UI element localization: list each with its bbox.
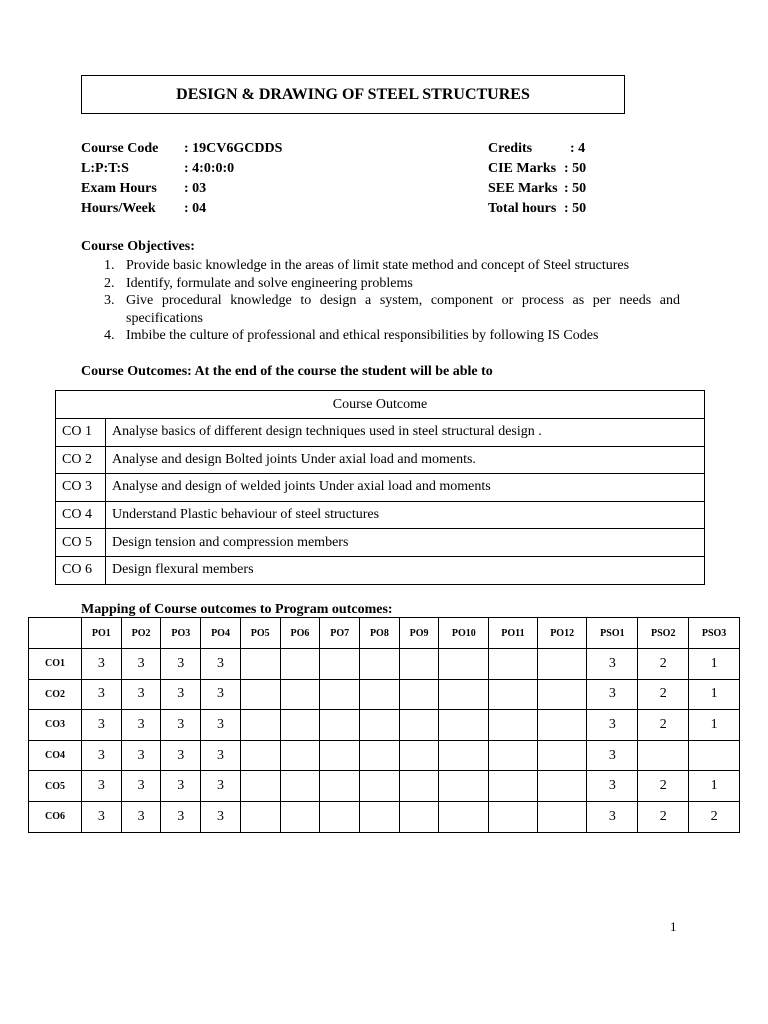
mapping-cell bbox=[489, 771, 538, 802]
info-row-lpts bbox=[81, 159, 282, 179]
objective-text: Provide basic knowledge in the areas of limit state method and concept of Steel structures bbox=[126, 258, 630, 273]
info-label: SEE Marks bbox=[488, 181, 558, 196]
mapping-row-label: CO1 bbox=[29, 649, 82, 680]
info-label: Course Code bbox=[81, 141, 159, 156]
mapping-column-header: PO10 bbox=[439, 618, 489, 649]
info-row-see-marks bbox=[488, 179, 586, 199]
mapping-cell bbox=[360, 679, 400, 710]
mapping-column-header: PO2 bbox=[121, 618, 161, 649]
mapping-cell: 3 bbox=[201, 771, 241, 802]
mapping-cell bbox=[537, 740, 587, 771]
info-row-total-hours bbox=[488, 199, 586, 219]
info-row-credits bbox=[488, 139, 586, 159]
objective-number: 4. bbox=[104, 328, 115, 343]
mapping-cell bbox=[489, 649, 538, 680]
mapping-cell bbox=[360, 771, 400, 802]
table-row bbox=[56, 419, 705, 447]
objective-number: 3. bbox=[104, 293, 115, 308]
mapping-cell: 2 bbox=[638, 771, 689, 802]
mapping-cell: 3 bbox=[121, 679, 161, 710]
mapping-cell bbox=[240, 649, 280, 680]
mapping-cell: 1 bbox=[689, 710, 740, 741]
mapping-cell bbox=[689, 740, 740, 771]
mapping-cell: 1 bbox=[689, 649, 740, 680]
objective-number: 1. bbox=[104, 258, 115, 273]
mapping-cell bbox=[320, 740, 360, 771]
objective-text: Imbibe the culture of professional and ethical responsibilities by following IS Codes bbox=[126, 328, 599, 343]
mapping-cell: 3 bbox=[82, 740, 122, 771]
mapping-cell bbox=[399, 740, 439, 771]
objective-item bbox=[104, 292, 680, 327]
mapping-cell bbox=[399, 710, 439, 741]
mapping-cell: 3 bbox=[82, 679, 122, 710]
objective-text: Give procedural knowledge to design a system, component or process as per needs and specifications bbox=[126, 293, 680, 326]
info-value: : 19CV6GCDDS bbox=[184, 141, 283, 156]
mapping-cell bbox=[280, 801, 320, 832]
mapping-cell bbox=[489, 740, 538, 771]
mapping-column-header: PO12 bbox=[537, 618, 587, 649]
table-header-row bbox=[56, 391, 705, 419]
mapping-cell bbox=[320, 679, 360, 710]
mapping-column-header: PSO1 bbox=[587, 618, 638, 649]
outcome-text: Analyse and design of welded joints Under axial load and moments bbox=[106, 474, 705, 502]
mapping-cell: 3 bbox=[82, 801, 122, 832]
corner-cell bbox=[29, 618, 82, 649]
mapping-row bbox=[29, 801, 740, 832]
mapping-row bbox=[29, 740, 740, 771]
mapping-column-header: PO7 bbox=[320, 618, 360, 649]
mapping-row bbox=[29, 679, 740, 710]
outcome-id: CO 3 bbox=[56, 474, 106, 502]
mapping-cell: 2 bbox=[638, 801, 689, 832]
mapping-cell: 3 bbox=[121, 771, 161, 802]
mapping-cell bbox=[240, 771, 280, 802]
mapping-cell bbox=[489, 679, 538, 710]
outcome-text: Design tension and compression members bbox=[106, 529, 705, 557]
mapping-cell: 3 bbox=[587, 801, 638, 832]
mapping-row-label: CO4 bbox=[29, 740, 82, 771]
table-row bbox=[56, 556, 705, 584]
mapping-row bbox=[29, 771, 740, 802]
course-outcome-header: Course Outcome bbox=[56, 391, 705, 419]
course-outcomes-table bbox=[55, 390, 705, 585]
info-row-course-code bbox=[81, 139, 282, 159]
mapping-cell bbox=[439, 771, 489, 802]
course-title: DESIGN & DRAWING OF STEEL STRUCTURES bbox=[176, 85, 530, 103]
objective-text: Identify, formulate and solve engineering problems bbox=[126, 275, 413, 291]
mapping-cell: 3 bbox=[161, 740, 201, 771]
table-row bbox=[56, 529, 705, 557]
outcome-text: Analyse and design Bolted joints Under axial load and moments. bbox=[106, 446, 705, 474]
info-row-cie-marks bbox=[488, 159, 586, 179]
mapping-cell bbox=[399, 679, 439, 710]
info-label: Credits bbox=[488, 141, 533, 156]
co-po-mapping-table bbox=[28, 617, 740, 833]
mapping-column-header: PO9 bbox=[399, 618, 439, 649]
mapping-cell bbox=[360, 740, 400, 771]
mapping-cell: 3 bbox=[121, 801, 161, 832]
mapping-cell: 3 bbox=[201, 740, 241, 771]
mapping-header-row bbox=[29, 618, 740, 649]
mapping-cell bbox=[320, 710, 360, 741]
mapping-cell bbox=[320, 801, 360, 832]
mapping-column-header: PO1 bbox=[82, 618, 122, 649]
outcome-id: CO 2 bbox=[56, 446, 106, 474]
mapping-cell bbox=[537, 710, 587, 741]
mapping-cell: 3 bbox=[587, 771, 638, 802]
mapping-cell: 3 bbox=[121, 710, 161, 741]
mapping-cell: 1 bbox=[689, 771, 740, 802]
mapping-cell bbox=[240, 740, 280, 771]
info-value: : 50 bbox=[564, 161, 587, 176]
mapping-cell bbox=[439, 679, 489, 710]
table-row bbox=[56, 446, 705, 474]
mapping-cell bbox=[439, 710, 489, 741]
info-value: : 4:0:0:0 bbox=[184, 161, 235, 176]
mapping-cell bbox=[399, 771, 439, 802]
info-label: CIE Marks bbox=[488, 161, 557, 176]
info-value: : 4 bbox=[570, 141, 586, 156]
mapping-cell bbox=[537, 679, 587, 710]
mapping-cell bbox=[280, 771, 320, 802]
mapping-cell bbox=[537, 801, 587, 832]
course-info-right bbox=[488, 139, 586, 219]
course-info-left bbox=[81, 139, 282, 219]
mapping-cell bbox=[240, 801, 280, 832]
mapping-column-header: PO4 bbox=[201, 618, 241, 649]
mapping-cell bbox=[638, 740, 689, 771]
outcome-text: Analyse basics of different design techniques used in steel structural design . bbox=[106, 419, 705, 447]
mapping-column-header: PO5 bbox=[240, 618, 280, 649]
mapping-column-header: PO3 bbox=[161, 618, 201, 649]
mapping-cell bbox=[240, 679, 280, 710]
mapping-cell: 3 bbox=[587, 649, 638, 680]
mapping-cell: 3 bbox=[161, 679, 201, 710]
mapping-cell bbox=[320, 649, 360, 680]
mapping-cell: 3 bbox=[121, 740, 161, 771]
mapping-cell: 2 bbox=[638, 710, 689, 741]
objective-item bbox=[104, 257, 680, 275]
table-row bbox=[56, 501, 705, 529]
mapping-cell bbox=[399, 801, 439, 832]
objective-number: 2. bbox=[104, 275, 115, 291]
mapping-cell bbox=[489, 710, 538, 741]
objectives-heading: Course Objectives: bbox=[81, 239, 195, 254]
info-label: Hours/Week bbox=[81, 201, 156, 216]
info-row-exam-hours bbox=[81, 179, 282, 199]
mapping-cell bbox=[537, 649, 587, 680]
mapping-cell bbox=[489, 801, 538, 832]
mapping-column-header: PO11 bbox=[489, 618, 538, 649]
mapping-cell bbox=[280, 740, 320, 771]
mapping-cell: 3 bbox=[201, 710, 241, 741]
objectives-list bbox=[104, 257, 680, 345]
mapping-column-header: PSO2 bbox=[638, 618, 689, 649]
mapping-cell: 3 bbox=[201, 679, 241, 710]
mapping-cell bbox=[320, 771, 360, 802]
mapping-cell: 3 bbox=[161, 801, 201, 832]
info-value: : 50 bbox=[564, 181, 587, 196]
mapping-cell: 3 bbox=[161, 710, 201, 741]
mapping-cell: 3 bbox=[161, 771, 201, 802]
mapping-cell: 3 bbox=[587, 740, 638, 771]
mapping-column-header: PSO3 bbox=[689, 618, 740, 649]
mapping-cell bbox=[399, 649, 439, 680]
mapping-cell: 3 bbox=[82, 649, 122, 680]
info-label: L:P:T:S bbox=[81, 161, 129, 176]
outcome-text: Design flexural members bbox=[106, 556, 705, 584]
mapping-cell: 3 bbox=[587, 679, 638, 710]
mapping-cell bbox=[439, 649, 489, 680]
mapping-cell: 1 bbox=[689, 679, 740, 710]
mapping-row bbox=[29, 649, 740, 680]
mapping-row-label: CO6 bbox=[29, 801, 82, 832]
mapping-cell: 3 bbox=[201, 649, 241, 680]
outcome-id: CO 6 bbox=[56, 556, 106, 584]
mapping-row-label: CO3 bbox=[29, 710, 82, 741]
mapping-cell: 2 bbox=[689, 801, 740, 832]
mapping-cell bbox=[280, 679, 320, 710]
course-title-box bbox=[81, 75, 625, 114]
mapping-cell: 3 bbox=[82, 710, 122, 741]
mapping-cell bbox=[240, 710, 280, 741]
mapping-heading: Mapping of Course outcomes to Program outcomes: bbox=[81, 602, 393, 617]
mapping-cell bbox=[537, 771, 587, 802]
mapping-cell bbox=[360, 710, 400, 741]
info-value: : 04 bbox=[184, 201, 207, 216]
objective-item bbox=[104, 275, 680, 293]
outcome-text: Understand Plastic behaviour of steel structures bbox=[106, 501, 705, 529]
mapping-column-header: PO8 bbox=[360, 618, 400, 649]
mapping-cell: 3 bbox=[121, 649, 161, 680]
page-number: 1 bbox=[670, 919, 677, 934]
info-label: Exam Hours bbox=[81, 181, 157, 196]
outcome-id: CO 4 bbox=[56, 501, 106, 529]
info-row-hours-week bbox=[81, 199, 282, 219]
mapping-cell: 3 bbox=[82, 771, 122, 802]
mapping-cell bbox=[280, 649, 320, 680]
objective-item bbox=[104, 327, 680, 345]
mapping-cell: 3 bbox=[201, 801, 241, 832]
mapping-cell: 3 bbox=[161, 649, 201, 680]
mapping-cell: 2 bbox=[638, 679, 689, 710]
table-row bbox=[56, 474, 705, 502]
mapping-row-label: CO2 bbox=[29, 679, 82, 710]
info-value: : 03 bbox=[184, 181, 207, 196]
mapping-cell bbox=[439, 740, 489, 771]
outcomes-heading: Course Outcomes: At the end of the course the student will be able to bbox=[81, 364, 493, 379]
mapping-row-label: CO5 bbox=[29, 771, 82, 802]
mapping-cell bbox=[360, 801, 400, 832]
mapping-cell bbox=[280, 710, 320, 741]
info-value: : 50 bbox=[564, 201, 587, 216]
info-label: Total hours bbox=[488, 201, 557, 216]
mapping-column-header: PO6 bbox=[280, 618, 320, 649]
mapping-cell: 3 bbox=[587, 710, 638, 741]
outcome-id: CO 1 bbox=[56, 419, 106, 447]
mapping-cell bbox=[439, 801, 489, 832]
mapping-cell: 2 bbox=[638, 649, 689, 680]
mapping-cell bbox=[360, 649, 400, 680]
outcome-id: CO 5 bbox=[56, 529, 106, 557]
mapping-row bbox=[29, 710, 740, 741]
